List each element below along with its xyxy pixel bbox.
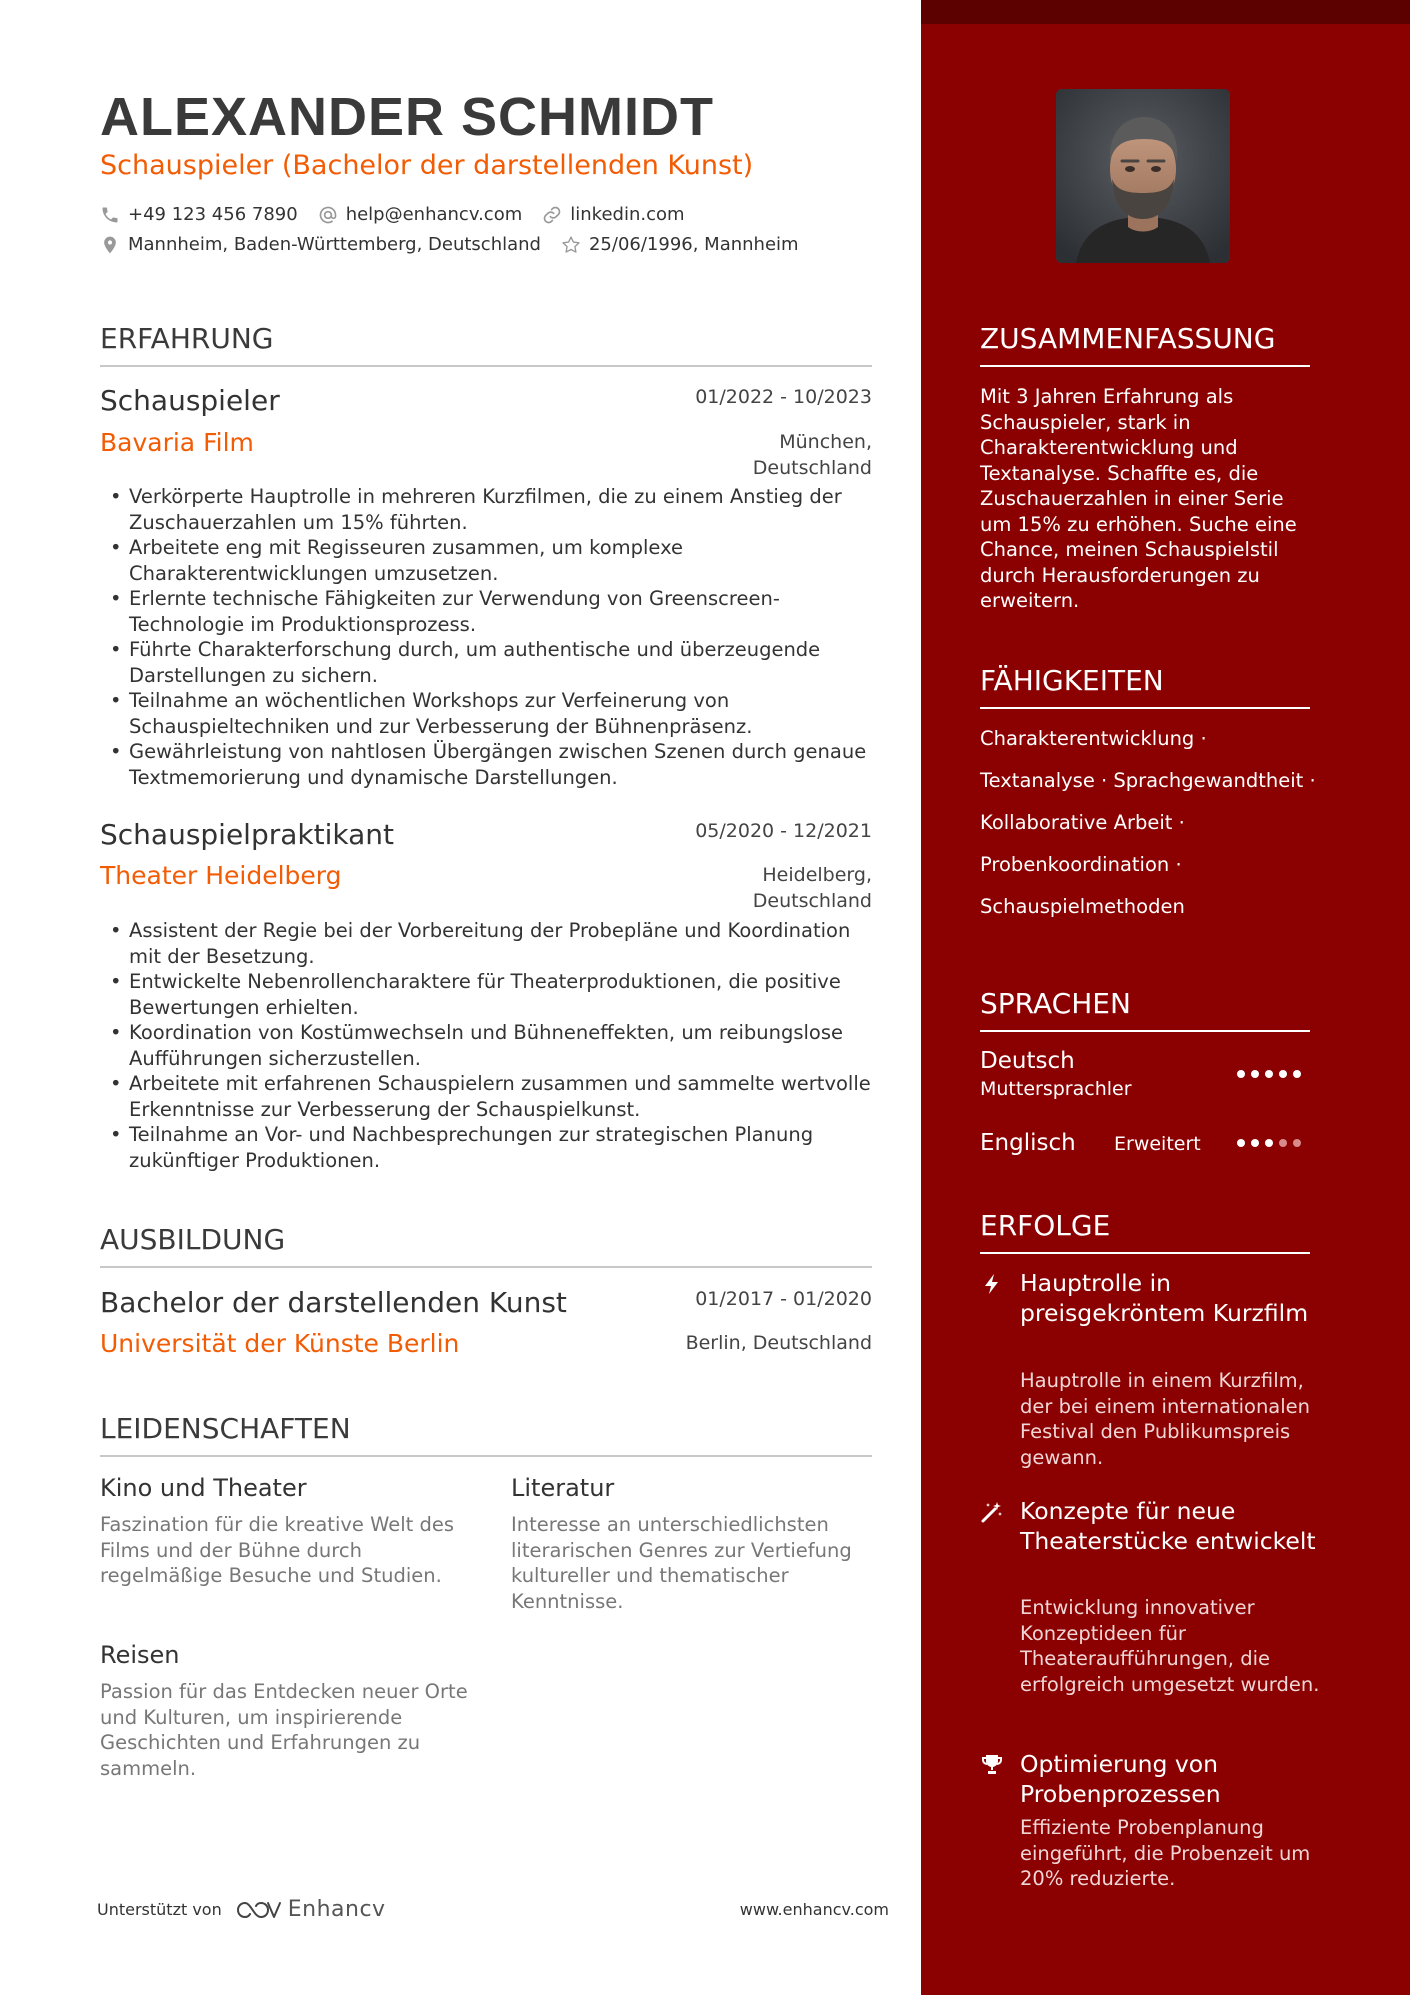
bullet-item: • Entwickelte Nebenrollencharaktere für Theaterproduktionen, die positive Bewertungen erhielten. bbox=[100, 969, 880, 1020]
link-icon bbox=[542, 205, 562, 225]
achievement-title: Hauptrolle in preisgekröntem Kurzfilm bbox=[1020, 1269, 1309, 1327]
phone-text: +49 123 456 7890 bbox=[128, 204, 298, 225]
rating-dot-filled bbox=[1265, 1070, 1273, 1078]
phone-icon bbox=[100, 205, 120, 225]
bullet-item: • Gewährleistung von nahtlosen Übergängen zwischen Szenen durch genaue Textmemorierung und dynamische Darstellungen. bbox=[100, 739, 880, 790]
rating-dot-filled bbox=[1293, 1070, 1301, 1078]
skill-item: Probenkoordination · bbox=[980, 853, 1182, 876]
summary-text: Mit 3 Jahren Erfahrung als Schauspieler, stark in Charakterentwicklung und Textanalyse. Schaffte es, die Zuschauerzahlen in einer Serie um 15% zu erhöhen. Suche eine Chance, meinen Schauspielstil durch Herausforderungen zu erweitern. bbox=[980, 385, 1297, 612]
language-level: Erweitert bbox=[1114, 1133, 1201, 1155]
degree-title: Bachelor der darstellenden Kunst bbox=[100, 1286, 567, 1319]
location-pin-icon bbox=[100, 235, 120, 255]
job-bullets bbox=[100, 918, 880, 1173]
rating-dot-filled bbox=[1237, 1139, 1245, 1147]
portrait-image bbox=[1056, 89, 1230, 263]
contact-row-1 bbox=[100, 204, 705, 225]
job-location-line: Deutschland bbox=[752, 457, 872, 479]
rating-dot-filled bbox=[1279, 1070, 1287, 1078]
contact-linkedin[interactable] bbox=[542, 204, 684, 225]
company-name: Bavaria Film bbox=[100, 428, 254, 457]
school-name: Universität der Künste Berlin bbox=[100, 1329, 460, 1358]
achievement-text: Hauptrolle in einem Kurzfilm, der bei einem internationalen Festival den Publikumspreis gewann. bbox=[1020, 1369, 1311, 1469]
job-title: Schauspieler bbox=[100, 384, 280, 417]
sidebar bbox=[921, 0, 1410, 1995]
education-location: Berlin, Deutschland bbox=[685, 1332, 872, 1354]
bullet-item: • Erlernte technische Fähigkeiten zur Verwendung von Greenscreen-Technologie im Produktionsprozess. bbox=[100, 586, 880, 637]
achievement-title: Optimierung von Probenprozessen bbox=[1020, 1750, 1221, 1808]
rating-dot-filled bbox=[1265, 1139, 1273, 1147]
bullet-item: • Verkörperte Hauptrolle in mehreren Kurzfilmen, die zu einem Anstieg der Zuschauerzahlen um 15% führten. bbox=[100, 484, 880, 535]
powered-by-label: Unterstützt von bbox=[97, 1900, 222, 1919]
experience-section-title: ERFAHRUNG bbox=[100, 322, 872, 367]
language-rating bbox=[1237, 1139, 1307, 1147]
location-text: Mannheim, Baden-Württemberg, Deutschland bbox=[128, 234, 541, 255]
contact-location bbox=[100, 234, 541, 255]
company-name: Theater Heidelberg bbox=[100, 861, 342, 890]
passion-title: Reisen bbox=[100, 1641, 180, 1669]
bullet-item: • Teilnahme an Vor- und Nachbesprechungen zur strategischen Planung zukünftiger Produktionen. bbox=[100, 1122, 880, 1173]
skill-item: Schauspielmethoden bbox=[980, 895, 1185, 918]
skill-item: Kollaborative Arbeit · bbox=[980, 811, 1185, 834]
education-date: 01/2017 - 01/2020 bbox=[695, 1288, 872, 1310]
bullet-item: • Assistent der Regie bei der Vorbereitung der Probepläne und Koordination mit der Besetzung. bbox=[100, 918, 880, 969]
bullet-item: • Arbeitete eng mit Regisseuren zusammen, um komplexe Charakterentwicklungen umzusetzen. bbox=[100, 535, 880, 586]
language-name: Deutsch bbox=[980, 1048, 1075, 1074]
brand-name: Enhancv bbox=[287, 1897, 386, 1922]
sidebar-top-bar bbox=[921, 0, 1410, 24]
passion-text: Interesse an unterschiedlichsten literarischen Genres zur Vertiefung kultureller und thematischer Kenntnisse. bbox=[511, 1513, 852, 1613]
job-date: 01/2022 - 10/2023 bbox=[695, 386, 872, 408]
linkedin-text: linkedin.com bbox=[570, 204, 685, 225]
bullet-item: • Führte Charakterforschung durch, um authentische und überzeugende Darstellungen zu sichern. bbox=[100, 637, 880, 688]
star-icon bbox=[561, 235, 581, 255]
achievements-section-title: ERFOLGE bbox=[980, 1209, 1310, 1254]
passion-text: Passion für das Entdecken neuer Orte und Kulturen, um inspirierende Geschichten und Erfahrungen zu sammeln. bbox=[100, 1680, 468, 1780]
job-location-line: Deutschland bbox=[752, 890, 872, 912]
bolt-icon bbox=[980, 1272, 1004, 1296]
achievement-text: Effiziente Probenplanung eingeführt, die Probenzeit um 20% reduzierte. bbox=[1020, 1816, 1311, 1890]
footer-url[interactable]: www.enhancv.com bbox=[739, 1900, 889, 1919]
summary-section-title: ZUSAMMENFASSUNG bbox=[980, 322, 1310, 367]
email-text: help@enhancv.com bbox=[345, 204, 523, 225]
contact-phone[interactable] bbox=[100, 204, 298, 225]
education-section-title: AUSBILDUNG bbox=[100, 1223, 872, 1268]
bullet-item: • Koordination von Kostümwechseln und Bühneneffekten, um reibungslose Aufführungen sicherzustellen. bbox=[100, 1020, 880, 1071]
bullet-item: • Teilnahme an wöchentlichen Workshops zur Verfeinerung von Schauspieltechniken und zur Verbesserung der Bühnenpräsenz. bbox=[100, 688, 880, 739]
candidate-name: ALEXANDER SCHMIDT bbox=[100, 87, 715, 147]
passion-title: Kino und Theater bbox=[100, 1474, 307, 1502]
rating-dot-filled bbox=[1237, 1070, 1245, 1078]
skill-item: Textanalyse · Sprachgewandtheit · bbox=[980, 769, 1316, 792]
magic-wand-icon bbox=[980, 1500, 1004, 1524]
contact-row-2 bbox=[100, 234, 819, 255]
achievement-title: Konzepte für neue Theaterstücke entwickelt bbox=[1020, 1497, 1316, 1555]
job-location bbox=[753, 862, 872, 914]
enhancv-logo-icon bbox=[234, 1899, 282, 1921]
language-rating bbox=[1237, 1070, 1307, 1078]
candidate-subtitle: Schauspieler (Bachelor der darstellenden Kunst) bbox=[100, 150, 754, 181]
job-title: Schauspielpraktikant bbox=[100, 818, 394, 851]
skill-item: Charakterentwicklung · bbox=[980, 727, 1207, 750]
birth-text: 25/06/1996, Mannheim bbox=[588, 234, 799, 255]
passion-text: Faszination für die kreative Welt des Films und der Bühne durch regelmäßige Besuche und Studien. bbox=[100, 1513, 455, 1587]
job-bullets bbox=[100, 484, 880, 790]
achievement-text: Entwicklung innovativer Konzeptideen für Theateraufführungen, die erfolgreich umgesetzt wurden. bbox=[1020, 1596, 1320, 1696]
job-location-line: Heidelberg, bbox=[762, 864, 872, 886]
job-location-line: München, bbox=[779, 431, 872, 453]
rating-dot-filled bbox=[1251, 1070, 1259, 1078]
job-location bbox=[753, 429, 872, 481]
language-level: Muttersprachler bbox=[980, 1078, 1132, 1100]
passions-section-title: LEIDENSCHAFTEN bbox=[100, 1412, 872, 1457]
skills-section-title: FÄHIGKEITEN bbox=[980, 664, 1310, 709]
trophy-icon bbox=[980, 1753, 1004, 1777]
bullet-item: • Arbeitete mit erfahrenen Schauspielern zusammen und sammelte wertvolle Erkenntnisse zur Verbesserung der Schauspielkunst. bbox=[100, 1071, 880, 1122]
languages-section-title: SPRACHEN bbox=[980, 987, 1310, 1032]
rating-dot-empty bbox=[1293, 1139, 1301, 1147]
at-icon bbox=[318, 205, 338, 225]
job-date: 05/2020 - 12/2021 bbox=[695, 820, 872, 842]
rating-dot-filled bbox=[1251, 1139, 1259, 1147]
contact-birth bbox=[561, 234, 799, 255]
rating-dot-empty bbox=[1279, 1139, 1287, 1147]
language-name: Englisch bbox=[980, 1130, 1076, 1156]
passion-title: Literatur bbox=[511, 1474, 615, 1502]
contact-email[interactable] bbox=[318, 204, 523, 225]
profile-photo bbox=[1056, 89, 1230, 263]
footer-powered-by bbox=[97, 1897, 386, 1922]
